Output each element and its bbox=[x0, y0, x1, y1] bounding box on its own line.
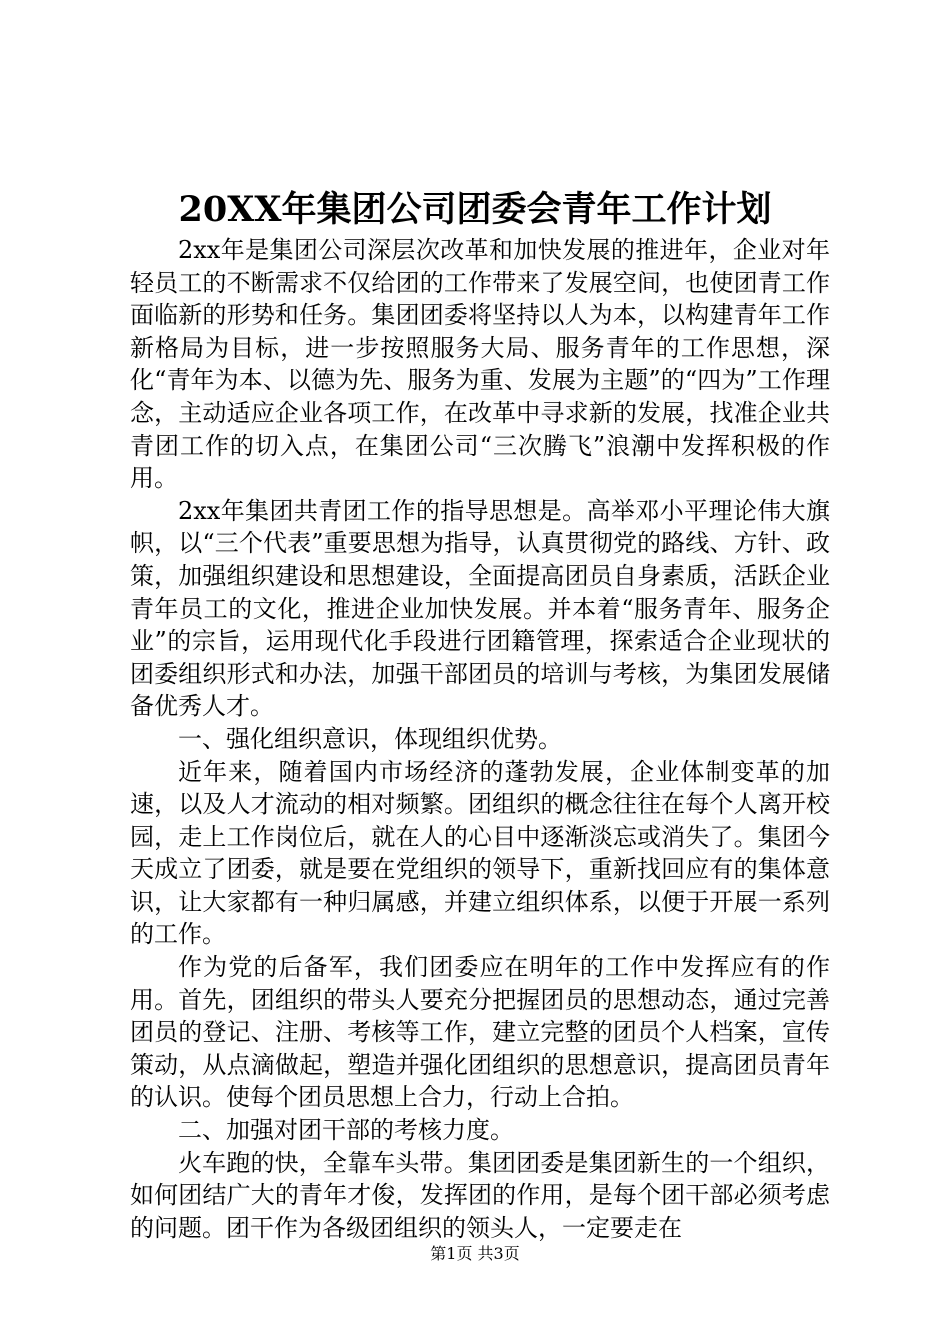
paragraph-2: 2xx年集团共青团工作的指导思想是。高举邓小平理论伟大旗帜，以“三个代表”重要思想为指导，认真贯彻党的路线、方针、政策，加强组织建设和思想建设，全面提高团员自身素质，活跃企业青年员工的文化，推进企业加快发展。并本着“服务青年、服务企业”的宗旨，运用现代化手段进行团籍管理，探索适合企业现状的团委组织形式和办法，加强干部团员的培训与考核，为集团发展储备优秀人才。 bbox=[130, 496, 830, 721]
section-heading-2: 二、加强对团干部的考核力度。 bbox=[178, 1116, 514, 1145]
section-heading-1: 一、强化组织意识，体现组织优势。 bbox=[178, 724, 562, 753]
paragraph-1: 2xx年是集团公司深层次改革和加快发展的推进年，企业对年轻员工的不断需求不仅给团的工作带来了发展空间，也使团青工作面临新的形势和任务。集团团委将坚持以人为本，以构建青年工作新格局为目标，进一步按照服务大局、服务青年的工作思想，深化“青年为本、以德为先、服务为重、发展为主题”的“四为”工作理念，主动适应企业各项工作，在改革中寻求新的发展，找准企业共青团工作的切入点，在集团公司“三次腾飞”浪潮中发挥积极的作用。 bbox=[130, 236, 830, 493]
paragraph-3: 近年来，随着国内市场经济的蓬勃发展，企业体制变革的加速，以及人才流动的相对频繁。团组织的概念往往在每个人离开校园，走上工作岗位后，就在人的心目中逐渐淡忘或消失了。集团今天成立了团委，就是要在党组织的领导下，重新找回应有的集体意识，让大家都有一种归属感，并建立组织体系，以便于开展一系列的工作。 bbox=[130, 757, 830, 949]
document-title: 20XX年集团公司团委会青年工作计划 bbox=[178, 189, 772, 230]
document-body bbox=[130, 234, 830, 1244]
paragraph-4: 作为党的后备军，我们团委应在明年的工作中发挥应有的作用。首先，团组织的带头人要充分把握团员的思想动态，通过完善团员的登记、注册、考核等工作，建立完整的团员个人档案，宣传策动，从点滴做起，塑造并强化团组织的思想意识，提高团员青年的认识。使每个团员思想上合力，行动上合拍。 bbox=[130, 953, 830, 1112]
paragraph-5: 火车跑的快，全靠车头带。集团团委是集团新生的一个组织，如何团结广大的青年才俊，发挥团的作用，是每个团干部必须考虑的问题。团干作为各级团组织的领头人，一定要走在 bbox=[130, 1148, 830, 1242]
page-number-footer: 第1页 共3页 bbox=[430, 1244, 520, 1263]
